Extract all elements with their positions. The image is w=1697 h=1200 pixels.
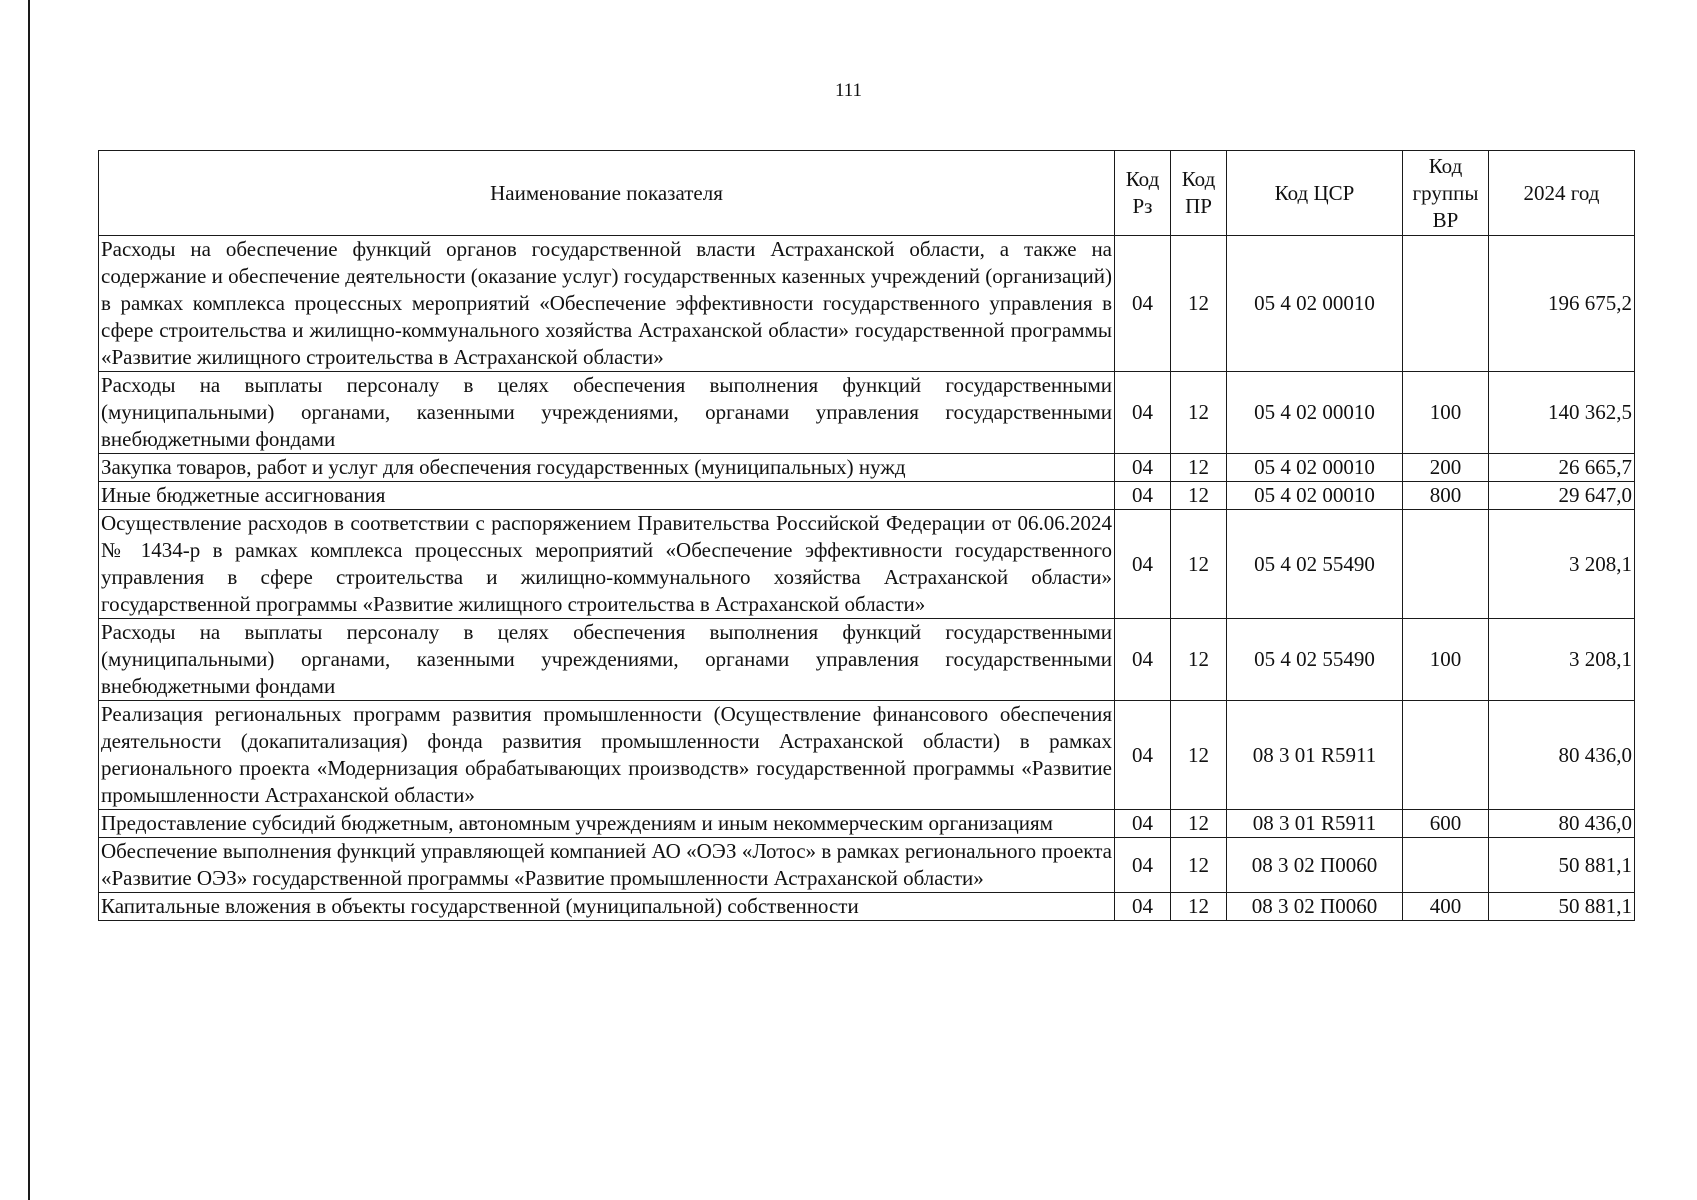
table-row — [99, 454, 1635, 482]
row-csr: 08 3 01 R5911 — [1227, 701, 1403, 810]
row-name: Расходы на выплаты персоналу в целях обеспечения выполнения функций государственными (муниципальными) органами, казенными учреждениями, органами управления государственными внебюджетными фондами — [99, 372, 1115, 454]
row-amount: 50 881,1 — [1489, 893, 1635, 921]
row-csr: 05 4 02 55490 — [1227, 619, 1403, 701]
header-csr: Код ЦСР — [1227, 151, 1403, 236]
row-vr: 600 — [1403, 810, 1489, 838]
row-rz: 04 — [1115, 510, 1171, 619]
row-name: Капитальные вложения в объекты государственной (муниципальной) собственности — [99, 893, 1115, 921]
row-vr — [1403, 510, 1489, 619]
row-amount: 3 208,1 — [1489, 510, 1635, 619]
header-vr: Код группы ВР — [1403, 151, 1489, 236]
row-amount: 50 881,1 — [1489, 838, 1635, 893]
row-vr: 200 — [1403, 454, 1489, 482]
row-pr: 12 — [1171, 510, 1227, 619]
row-name: Осуществление расходов в соответствии с распоряжением Правительства Российской Федерации от 06.06.2024 № 1434-р в рамках комплекса процессных мероприятий «Обеспечение эффективности государственного управления в сфере строительства и жилищно-коммунального хозяйства Астраханской области» государственной программы «Развитие жилищного строительства в Астраханской области» — [99, 510, 1115, 619]
table-row — [99, 838, 1635, 893]
row-rz: 04 — [1115, 372, 1171, 454]
row-rz: 04 — [1115, 838, 1171, 893]
row-vr: 100 — [1403, 372, 1489, 454]
page-binding-edge — [28, 0, 30, 1200]
row-csr: 08 3 02 П0060 — [1227, 893, 1403, 921]
row-pr: 12 — [1171, 236, 1227, 372]
row-csr: 08 3 01 R5911 — [1227, 810, 1403, 838]
row-amount: 3 208,1 — [1489, 619, 1635, 701]
table-row — [99, 810, 1635, 838]
row-amount: 26 665,7 — [1489, 454, 1635, 482]
row-csr: 05 4 02 55490 — [1227, 510, 1403, 619]
row-vr: 100 — [1403, 619, 1489, 701]
table-row — [99, 236, 1635, 372]
row-vr: 400 — [1403, 893, 1489, 921]
header-rz: Код Рз — [1115, 151, 1171, 236]
row-vr: 800 — [1403, 482, 1489, 510]
row-name: Обеспечение выполнения функций управляющей компанией АО «ОЭЗ «Лотос» в рамках регионального проекта «Развитие ОЭЗ» государственной программы «Развитие промышленности Астраханской области» — [99, 838, 1115, 893]
row-csr: 05 4 02 00010 — [1227, 372, 1403, 454]
header-pr: Код ПР — [1171, 151, 1227, 236]
row-csr: 05 4 02 00010 — [1227, 482, 1403, 510]
row-name: Расходы на выплаты персоналу в целях обеспечения выполнения функций государственными (муниципальными) органами, казенными учреждениями, органами управления государственными внебюджетными фондами — [99, 619, 1115, 701]
row-pr: 12 — [1171, 454, 1227, 482]
row-csr: 08 3 02 П0060 — [1227, 838, 1403, 893]
row-vr — [1403, 701, 1489, 810]
row-rz: 04 — [1115, 454, 1171, 482]
row-rz: 04 — [1115, 701, 1171, 810]
row-rz: 04 — [1115, 810, 1171, 838]
table-row — [99, 372, 1635, 454]
row-rz: 04 — [1115, 619, 1171, 701]
row-vr — [1403, 236, 1489, 372]
row-vr — [1403, 838, 1489, 893]
row-amount: 29 647,0 — [1489, 482, 1635, 510]
row-name: Закупка товаров, работ и услуг для обеспечения государственных (муниципальных) нужд — [99, 454, 1115, 482]
table-row — [99, 619, 1635, 701]
header-year: 2024 год — [1489, 151, 1635, 236]
row-pr: 12 — [1171, 619, 1227, 701]
table-header-row — [99, 151, 1635, 236]
row-pr: 12 — [1171, 372, 1227, 454]
row-name: Предоставление субсидий бюджетным, автономным учреждениям и иным некоммерческим организациям — [99, 810, 1115, 838]
table-row — [99, 510, 1635, 619]
row-rz: 04 — [1115, 893, 1171, 921]
row-pr: 12 — [1171, 810, 1227, 838]
row-amount: 140 362,5 — [1489, 372, 1635, 454]
row-name: Реализация региональных программ развития промышленности (Осуществление финансового обеспечения деятельности (докапитализация) фонда развития промышленности Астраханской области) в рамках регионального проекта «Модернизация обрабатывающих производств» государственной программы «Развитие промышленности Астраханской области» — [99, 701, 1115, 810]
row-rz: 04 — [1115, 236, 1171, 372]
budget-table — [98, 150, 1635, 921]
row-amount: 80 436,0 — [1489, 701, 1635, 810]
row-csr: 05 4 02 00010 — [1227, 236, 1403, 372]
row-csr: 05 4 02 00010 — [1227, 454, 1403, 482]
row-rz: 04 — [1115, 482, 1171, 510]
row-name: Расходы на обеспечение функций органов государственной власти Астраханской области, а также на содержание и обеспечение деятельности (оказание услуг) государственных казенных учреждений (организаций) в рамках комплекса процессных мероприятий «Обеспечение эффективности государственного управления в сфере строительства и жилищно-коммунального хозяйства Астраханской области» государственной программы «Развитие жилищного строительства в Астраханской области» — [99, 236, 1115, 372]
row-pr: 12 — [1171, 701, 1227, 810]
page-number: 111 — [834, 80, 863, 101]
row-pr: 12 — [1171, 482, 1227, 510]
row-name: Иные бюджетные ассигнования — [99, 482, 1115, 510]
row-amount: 80 436,0 — [1489, 810, 1635, 838]
row-amount: 196 675,2 — [1489, 236, 1635, 372]
table-row — [99, 701, 1635, 810]
table-row — [99, 482, 1635, 510]
header-name: Наименование показателя — [99, 151, 1115, 236]
table-row — [99, 893, 1635, 921]
row-pr: 12 — [1171, 838, 1227, 893]
row-pr: 12 — [1171, 893, 1227, 921]
